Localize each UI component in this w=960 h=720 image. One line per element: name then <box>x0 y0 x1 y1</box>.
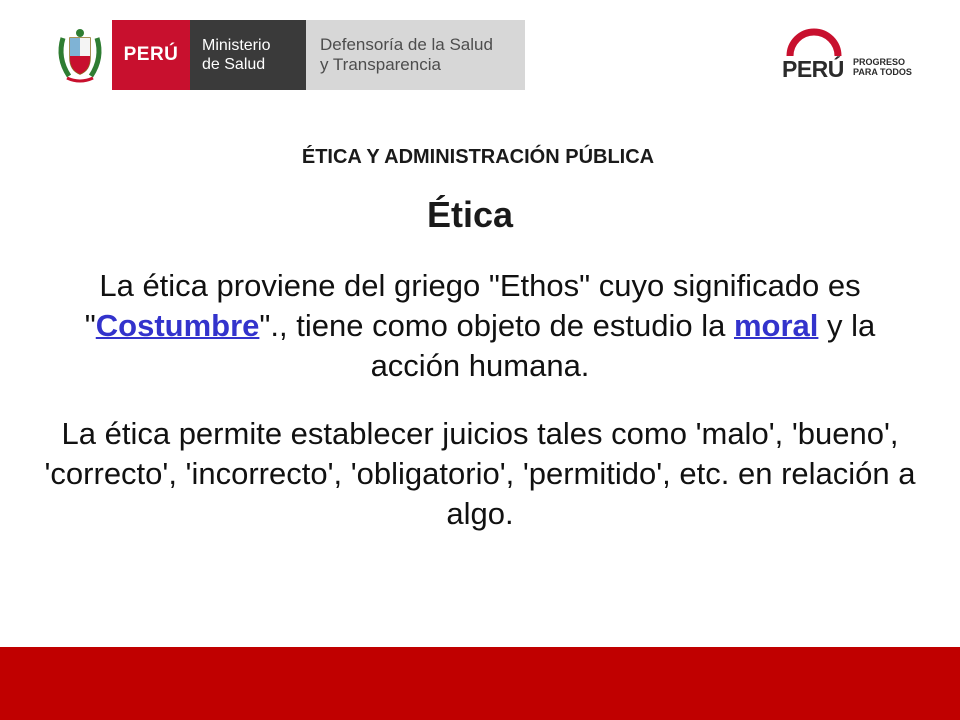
peru-arc-logo-icon <box>784 28 844 58</box>
slide-title: Ética <box>426 194 514 235</box>
peru-logo-tagline <box>853 57 912 77</box>
ministerio-block <box>190 20 306 90</box>
footer-bar <box>0 647 960 720</box>
header-banner <box>48 20 525 90</box>
peru-logo-word: PERÚ <box>782 56 844 82</box>
paragraph-2: La ética permite establecer juicios tales como 'malo', 'bueno', 'correcto', 'incorrecto', 'obligatorio', 'permitido', etc. en relación a algo. <box>44 416 916 531</box>
coat-of-arms-icon <box>48 20 112 90</box>
costumbre-link[interactable]: Costumbre <box>95 308 260 343</box>
tagline-line-1: PROGRESO <box>853 57 906 67</box>
defensoria-line-2: y Transparencia <box>320 55 441 74</box>
paragraph-1-part-3: y la acción humana. <box>370 308 876 383</box>
paragraph-1-part-1: La ética proviene del griego "Ethos" cuyo significado es " <box>84 268 861 343</box>
ministerio-line-2: de Salud <box>202 56 266 73</box>
peru-label: PERÚ <box>123 44 179 65</box>
body-text <box>40 266 920 534</box>
paragraph-1-part-2: "., tiene como objeto de estudio la <box>259 308 734 343</box>
peru-progreso-logo <box>782 28 922 84</box>
moral-link[interactable]: moral <box>733 308 819 343</box>
peru-label-block <box>112 20 190 90</box>
ministerio-line-1: Ministerio <box>202 37 271 54</box>
tagline-line-2: PARA TODOS <box>853 67 912 77</box>
defensoria-block <box>306 20 525 90</box>
defensoria-line-1: Defensoría de la Salud <box>320 35 493 54</box>
section-title: ÉTICA Y ADMINISTRACIÓN PÚBLICA <box>301 146 655 168</box>
paragraph-1 <box>40 266 920 386</box>
